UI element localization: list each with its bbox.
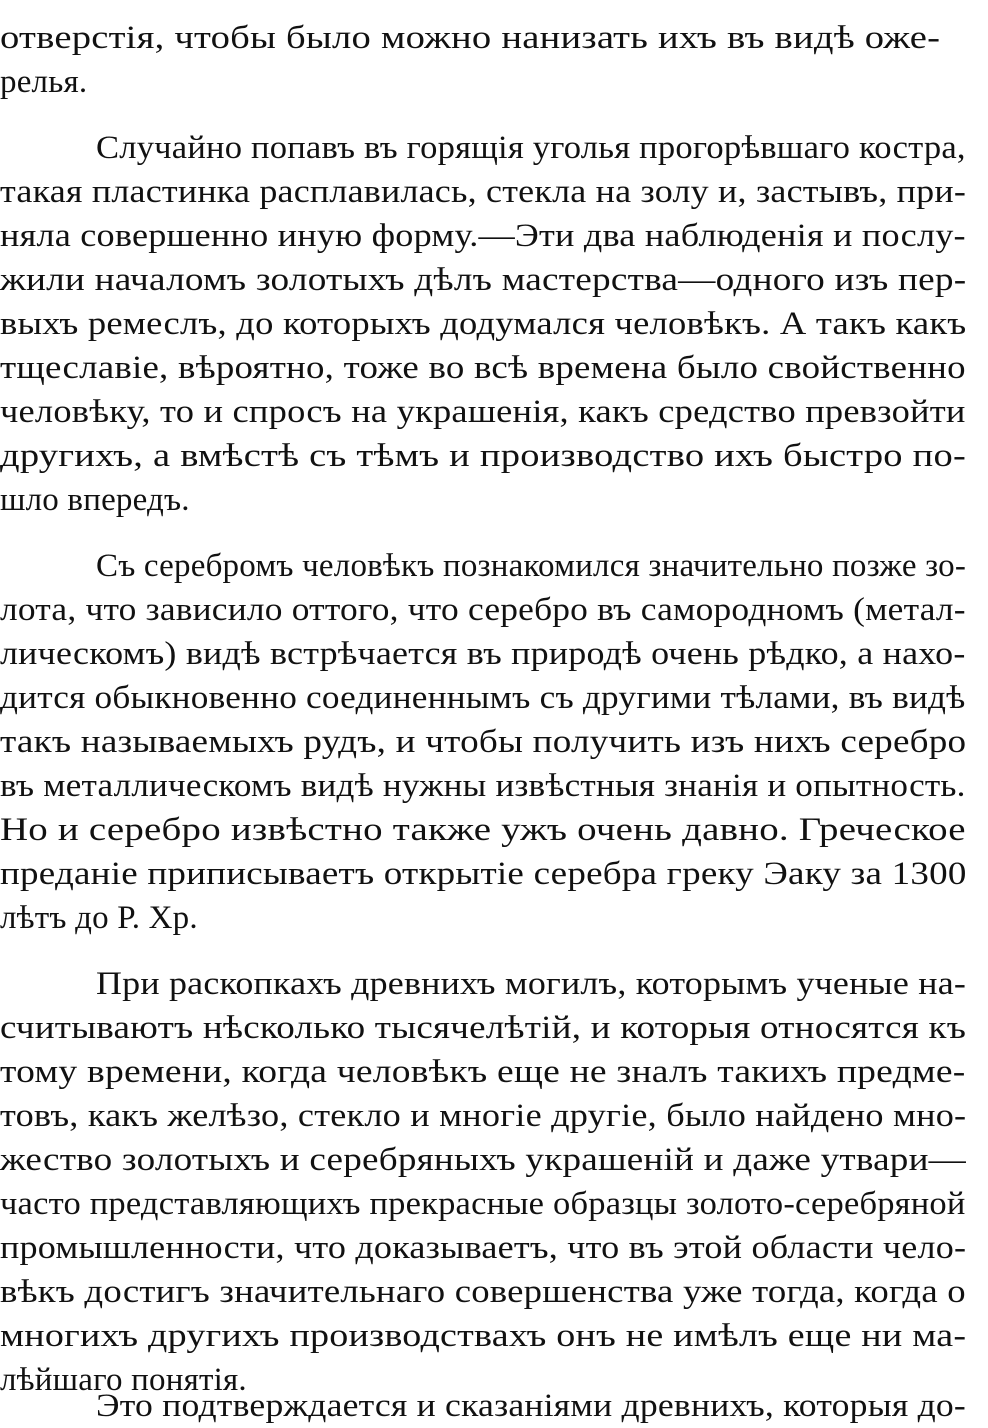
text-line-17-text: въ металлическомъ видѣ нужны извѣстныя знанія и опытность. [0, 768, 966, 804]
text-line-15 [0, 676, 988, 720]
text-line-11 [0, 478, 988, 522]
text-line-16 [0, 720, 988, 764]
text-line-20 [0, 896, 988, 940]
text-line-12-text: Съ серебромъ человѣкъ познакомился значительно позже зо- [96, 548, 967, 584]
text-line-14-text: лическомъ) видѣ встрѣчается въ природѣ очень рѣдко, а нахо- [0, 636, 966, 672]
text-line-19 [0, 852, 988, 896]
text-line-29 [0, 1314, 988, 1358]
text-line-10 [0, 434, 988, 478]
text-line-4-text: такая пластинка расплавилась, стекла на золу и, застывъ, при- [0, 174, 967, 210]
text-line-18 [0, 808, 988, 852]
text-line-15-text: дится обыкновенно соединеннымъ съ другими тѣлами, въ видѣ [0, 680, 966, 716]
text-line-2-text: релья. [0, 64, 88, 100]
text-line-7 [0, 302, 988, 346]
text-line-19-text: преданіе приписываетъ открытіе серебра греку Эаку за 1300 [0, 856, 967, 892]
text-line-26 [0, 1182, 988, 1226]
text-line-31 [0, 1384, 988, 1428]
text-line-25 [0, 1138, 988, 1182]
text-line-26-text: часто представляющихъ прекрасные образцы золото-серебряной [0, 1186, 966, 1222]
text-line-6 [0, 258, 988, 302]
text-line-9-text: человѣку, то и спросъ на украшенія, какъ средство превзойти [0, 394, 966, 430]
text-line-16-text: такъ называемыхъ рудъ, и чтобы получить изъ нихъ серебро [0, 724, 967, 760]
text-line-13-text: лота, что зависило оттого, что серебро въ самородномъ (метал- [0, 592, 966, 628]
text-line-21-text: При раскопкахъ древнихъ могилъ, которымъ ученые на- [96, 966, 967, 1002]
text-line-5 [0, 214, 988, 258]
text-line-22 [0, 1006, 988, 1050]
text-line-28-text: вѣкъ достигъ значительнаго совершенства уже тогда, когда о [0, 1274, 966, 1310]
text-line-21 [0, 962, 988, 1006]
text-line-12 [0, 544, 988, 588]
text-line-13 [0, 588, 988, 632]
text-line-29-text: многихъ другихъ производствахъ онъ не имѣлъ еще ни ма- [0, 1318, 967, 1354]
text-line-24 [0, 1094, 988, 1138]
text-line-6-text: жили началомъ золотыхъ дѣлъ мастерства—одного изъ пер- [0, 262, 967, 298]
text-line-7-text: выхъ ремеслъ, до которыхъ додумался человѣкъ. А такъ какъ [0, 306, 967, 342]
text-line-1-text: отверстія, чтобы было можно нанизать ихъ въ видѣ оже- [0, 20, 941, 56]
text-line-27-text: промышленности, что доказываетъ, что въ этой области чело- [0, 1230, 967, 1266]
text-line-4 [0, 170, 988, 214]
text-line-9 [0, 390, 988, 434]
text-line-18-text: Но и серебро извѣстно также ужъ очень давно. Греческое [0, 812, 966, 848]
text-line-28 [0, 1270, 988, 1314]
text-line-10-text: другихъ, а вмѣстѣ съ тѣмъ и производство ихъ быстро по- [0, 438, 967, 474]
text-line-23-text: тому времени, когда человѣкъ еще не зналъ такихъ предме- [0, 1054, 966, 1090]
text-line-27 [0, 1226, 988, 1270]
text-line-30-text: лѣйшаго понятія. [0, 1362, 247, 1398]
text-line-24-text: товъ, какъ желѣзо, стекло и многіе другіе, было найдено мно- [0, 1098, 967, 1134]
text-line-11-text: шло впередъ. [0, 482, 190, 518]
text-line-14 [0, 632, 988, 676]
text-line-5-text: няла совершенно иную форму.—Эти два наблюденія и послу- [0, 218, 966, 254]
text-line-1 [0, 16, 988, 60]
text-line-3-text: Случайно попавъ въ горящія уголья прогорѣвшаго костра, [96, 130, 966, 166]
text-line-2 [0, 60, 988, 104]
text-line-25-text: жество золотыхъ и серебряныхъ украшеній и даже утвари— [0, 1142, 967, 1178]
text-line-22-text: считываютъ нѣсколько тысячелѣтій, и которыя относятся къ [0, 1010, 967, 1046]
text-line-20-text: лѣтъ до Р. Хр. [0, 900, 198, 936]
text-line-31-text: Это подтверждается и сказаніями древнихъ, которыя до- [96, 1388, 967, 1424]
text-line-23 [0, 1050, 988, 1094]
text-line-8-text: тщеславіе, вѣроятно, тоже во всѣ времена было свойственно [0, 350, 966, 386]
text-line-8 [0, 346, 988, 390]
text-line-17 [0, 764, 988, 808]
text-line-3 [0, 126, 988, 170]
